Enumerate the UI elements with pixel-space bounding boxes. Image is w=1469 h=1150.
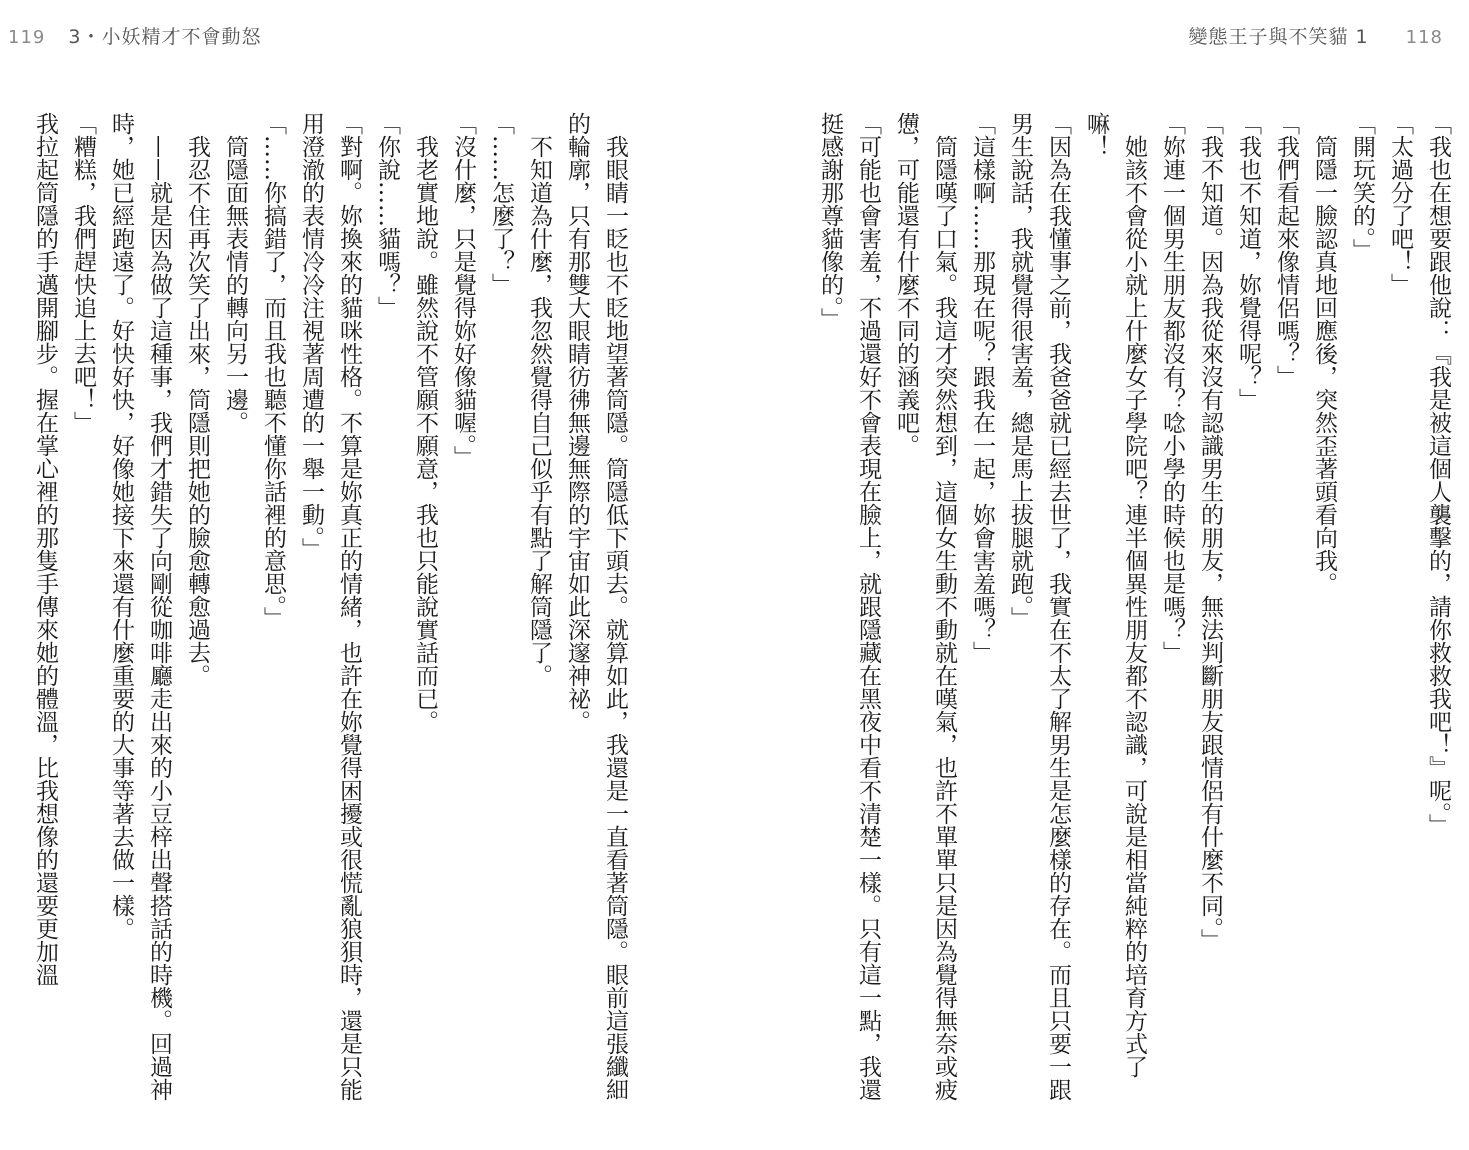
page-number-left: 119 — [8, 27, 46, 48]
paragraph: 「太過分了吧！」 — [1387, 112, 1413, 296]
paragraph: 筒隱一臉認真地回應後，突然歪著頭看向我。 — [1311, 135, 1337, 595]
paragraph: 筒隱嘆了口氣。我這才突然想到，這個女生動不動就在嘆氣，也許不單單只是因為覺得無奈或疲憊，可能還有什麼不同的涵義吧。 — [893, 112, 957, 1101]
header-right — [1188, 22, 1443, 49]
paragraph: 我眼睛一眨也不眨地望著筒隱。筒隱低下頭去。就算如此，我還是一直看著筒隱。眼前這張纖細的輪廓，只有那雙大眼睛彷彿無邊無際的宇宙如此深邃神祕。 — [564, 112, 628, 1101]
paragraph: 「……你搞錯了，而且我也聽不懂你話裡的意思。」 — [260, 112, 286, 630]
paragraph: 「開玩笑的。」 — [1349, 112, 1375, 262]
paragraph: 「你說……貓嗎？」 — [374, 112, 400, 319]
paragraph: 「糟糕，我們趕快追上去吧！」 — [70, 112, 96, 434]
paragraph: ——就是因為做了這種事，我們才錯失了向剛從咖啡廳走出來的小豆梓出聲搭話的時機。回過神時，她已經跑遠了。好快好快，好像她接下來還有什麼重要的大事等著去做一樣。 — [108, 112, 172, 1101]
paragraph: 「我也不知道，妳覺得呢？」 — [1235, 112, 1261, 411]
left-page-body — [4, 112, 634, 1102]
paragraph: 我忍不住再次笑了出來，筒隱則把她的臉愈轉愈過去。 — [184, 135, 210, 687]
paragraph: 「我們看起來像情侶嗎？」 — [1273, 112, 1299, 388]
chapter-title: 3・小妖精才不會動怒 — [68, 26, 262, 48]
header-left — [8, 22, 262, 49]
paragraph: 「因為在我懂事之前，我爸爸就已經去世了，我實在不太了解男生是怎麼樣的存在。而且只要一跟男生說話，我就覺得很害羞，總是馬上拔腿就跑。」 — [1007, 112, 1071, 1101]
book-title: 變態王子與不笑貓 1 — [1188, 26, 1369, 48]
paragraph: 「可能也會害羞，不過還好不會表現在臉上，就跟隱藏在黑夜中看不清楚一樣。只有這一點，我還挺感謝那尊貓像的。」 — [817, 112, 881, 1101]
paragraph: 「這樣啊……那現在呢？跟我在一起，妳會害羞嗎？」 — [969, 112, 995, 664]
paragraph: 「我不知道。因為我從來沒有認識男生的朋友，無法判斷朋友跟情侶有什麼不同。」 — [1197, 112, 1223, 952]
paragraph: 「對啊。妳換來的貓咪性格。不算是妳真正的情緒，也許在妳覺得困擾或很慌亂狼狽時，還是只能用澄澈的表情冷冷注視著周遭的一舉一動。」 — [298, 112, 362, 1101]
paragraph: 我老實地說。雖然說不管願不願意，我也只能說實話而已。 — [412, 135, 438, 733]
paragraph: 不知道為什麼，我忽然覺得自己似乎有點了解筒隱了。 — [526, 135, 552, 687]
paragraph: 「……怎麼了？」 — [488, 112, 514, 296]
right-page-body — [767, 112, 1457, 1102]
paragraph: 她該不會從小就上什麼女子學院吧？連半個異性朋友都不認識，可說是相當純粹的培育方式了嘛！ — [1083, 112, 1147, 1078]
page-number-right: 118 — [1405, 27, 1443, 48]
paragraph: 筒隱面無表情的轉向另一邊。 — [222, 135, 248, 434]
paragraph: 我拉起筒隱的手邁開腳步。握在掌心裡的那隻手傳來她的體溫，比我想像的還要更加溫 — [32, 112, 58, 986]
paragraph: 「我也在想要跟他說：『我是被這個人襲擊的，請你救救我吧！』呢。」 — [1425, 112, 1451, 837]
paragraph: 「妳連一個男生朋友都沒有？唸小學的時候也是嗎？」 — [1159, 112, 1185, 664]
paragraph: 「沒什麼，只是覺得妳好像貓喔。」 — [450, 112, 476, 469]
